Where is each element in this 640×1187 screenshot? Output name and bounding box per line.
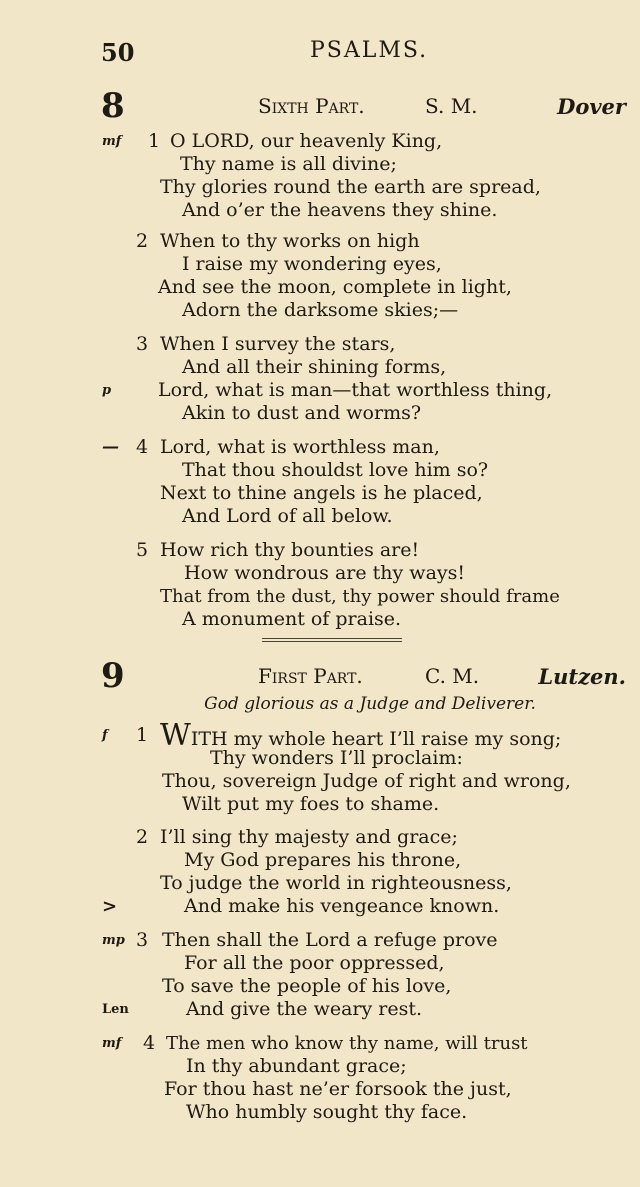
dynamic-mark: mf [102,1036,122,1051]
verse-line: Wilt put my foes to shame. [182,793,440,815]
psalm-number: 8 [101,86,125,126]
running-head: PSALMS. [310,38,429,63]
section-divider [262,638,402,639]
stanza-8-1 [0,130,640,222]
verse-line: And make his vengeance known. [184,895,500,917]
dynamic-mark: Len [102,1002,129,1017]
verse-line: I raise my wondering eyes, [182,253,442,275]
psalm-8-heading [0,86,640,126]
dynamic-mark: — [102,437,119,457]
psalm-number: 9 [101,656,125,696]
verse-line: To save the people of his love, [162,975,452,997]
verse-line: When I survey the stars, [160,333,396,355]
verse-line: Lord, what is worthless man, [160,436,440,458]
psalm-part: First Part. [258,664,363,688]
stanza-8-2 [0,230,640,322]
verse-number: 3 [136,929,149,951]
verse-number: 2 [136,826,149,848]
dynamic-mark: f [102,728,108,743]
accent-mark: > [102,896,118,917]
verse-number: 4 [136,436,149,458]
tune-name: Lutzen. [538,664,626,689]
stanza-9-4 [0,1032,640,1124]
verse-line: That thou shouldst love him so? [182,459,489,481]
verse-line: O LORD, our heavenly King, [170,130,443,152]
verse-line: Akin to dust and worms? [182,402,422,424]
verse-line: And all their shining forms, [182,356,447,378]
verse-line: For thou hast ne’er forsook the just, [164,1078,512,1100]
verse-line: And o’er the heavens they shine. [182,199,498,221]
verse-line: And give the weary rest. [186,998,423,1020]
verse-line: When to thy works on high [160,230,420,252]
verse-line: And see the moon, complete in light, [158,276,512,298]
verse-line: Then shall the Lord a refuge prove [162,929,498,951]
verse-line: My God prepares his throne, [184,849,462,871]
verse-number: 5 [136,539,149,561]
dynamic-mark: p [102,383,112,398]
verse-line: To judge the world in righteousness, [160,872,512,894]
stanza-9-3 [0,929,640,1021]
stanza-8-5 [0,539,640,631]
verse-number: 3 [136,333,149,355]
drop-cap: W [160,718,191,753]
section-divider [262,641,402,642]
verse-number: 2 [136,230,149,252]
stanza-8-3 [0,333,640,425]
verse-line: Adorn the darksome skies;— [182,299,459,321]
verse-line: For all the poor oppressed, [184,952,445,974]
verse-line: Thy glories round the earth are spread, [160,176,541,198]
verse-line: Thy name is all divine; [180,153,397,175]
verse-line: I’ll sing thy majesty and grace; [160,826,458,848]
tune-name: Dover [557,94,626,119]
verse-line: Thy wonders I’ll proclaim: [210,747,463,769]
stanza-8-4 [0,436,640,528]
stanza-9-1 [0,718,640,816]
verse-line: Thou, sovereign Judge of right and wrong, [162,770,571,792]
verse-line: In thy abundant grace; [186,1055,407,1077]
psalm-part: Sixth Part. [258,94,365,118]
verse-line: ITH my whole heart I’ll raise my song; [190,728,562,750]
psalm-meter: C. M. [425,664,480,688]
psalm-meter: S. M. [425,94,478,118]
verse-line: Next to thine angels is he placed, [160,482,483,504]
dynamic-mark: mf [102,134,122,149]
page-number: 50 [101,38,135,67]
verse-line: That from the dust, thy power should frame [160,586,560,607]
psalm-subtitle: God glorious as a Judge and Deliverer. [204,694,536,714]
verse-line: How rich thy bounties are! [160,539,420,561]
verse-line: Who humbly sought thy face. [186,1101,468,1123]
verse-number: 4 [143,1032,156,1054]
verse-line: The men who know thy name, will trust [166,1033,528,1054]
verse-line: A monument of praise. [182,608,402,630]
page-header [0,38,640,68]
verse-number: 1 [148,130,161,152]
verse-line: Lord, what is man—that worthless thing, [158,379,553,401]
dynamic-mark: mp [102,933,125,948]
psalm-9-heading [0,656,640,696]
verse-line: How wondrous are thy ways! [184,562,466,584]
stanza-9-2 [0,826,640,918]
verse-number: 1 [136,724,149,746]
verse-line: And Lord of all below. [182,505,393,527]
